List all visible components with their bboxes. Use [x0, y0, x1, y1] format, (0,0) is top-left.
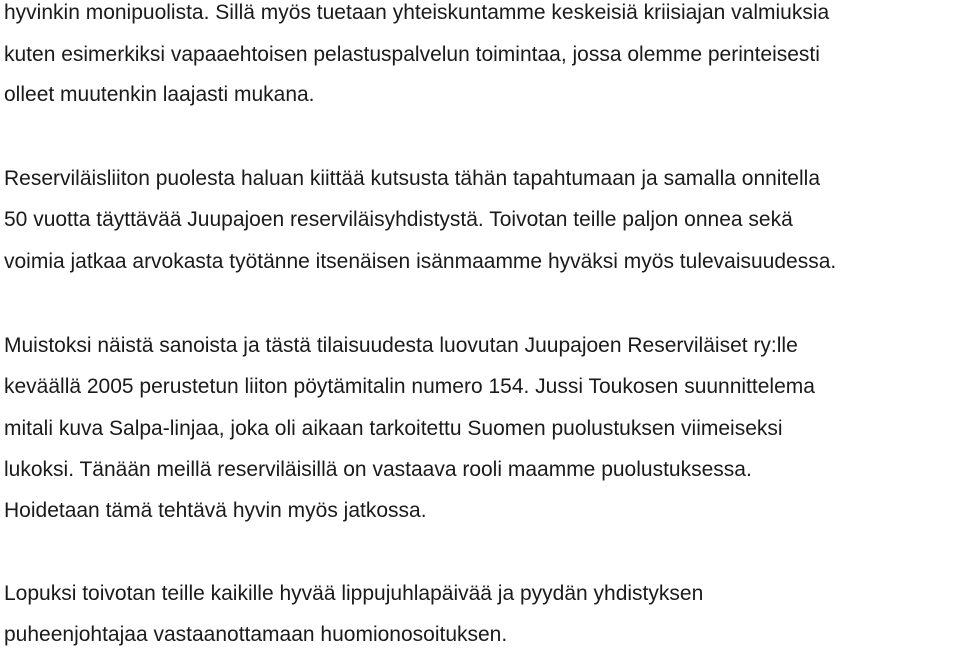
- text-line: Muistoksi näistä sanoista ja tästä tilaisuudesta luovutan Juupajoen Reserviläiset ry:lle: [4, 334, 798, 357]
- text-line: 50 vuotta täyttävää Juupajoen reserviläisyhdistystä. Toivotan teille paljon onnea sekä: [4, 208, 793, 231]
- text-line: Lopuksi toivotan teille kaikille hyvää lippujuhlapäivää ja pyydän yhdistyksen: [4, 582, 704, 605]
- text-line: kuten esimerkiksi vapaaehtoisen pelastuspalvelun toimintaa, jossa olemme perinteisesti: [4, 43, 820, 66]
- text-line: voimia jatkaa arvokasta työtänne itsenäisen isänmaamme hyväksi myös tulevaisuudessa.: [4, 250, 837, 273]
- text-line: Hoidetaan tämä tehtävä hyvin myös jatkossa.: [4, 499, 427, 522]
- text-line: hyvinkin monipuolista. Sillä myös tuetaan yhteiskuntamme keskeisiä kriisiajan valmiuksia: [4, 1, 830, 24]
- text-line: lukoksi. Tänään meillä reserviläisillä on vastaava rooli maamme puolustuksessa.: [4, 458, 752, 481]
- text-line: keväällä 2005 perustetun liiton pöytämitalin numero 154. Jussi Toukosen suunnittelema: [4, 375, 815, 398]
- text-line: Reserviläisliiton puolesta haluan kiittää kutsusta tähän tapahtumaan ja samalla onnitella: [4, 167, 820, 190]
- text-line: puheenjohtajaa vastaanottamaan huomionosoituksen.: [4, 623, 508, 646]
- text-line: olleet muutenkin laajasti mukana.: [4, 83, 315, 106]
- text-line: mitali kuva Salpa-linjaa, joka oli aikaan tarkoitettu Suomen puolustuksen viimeiseksi: [4, 417, 783, 440]
